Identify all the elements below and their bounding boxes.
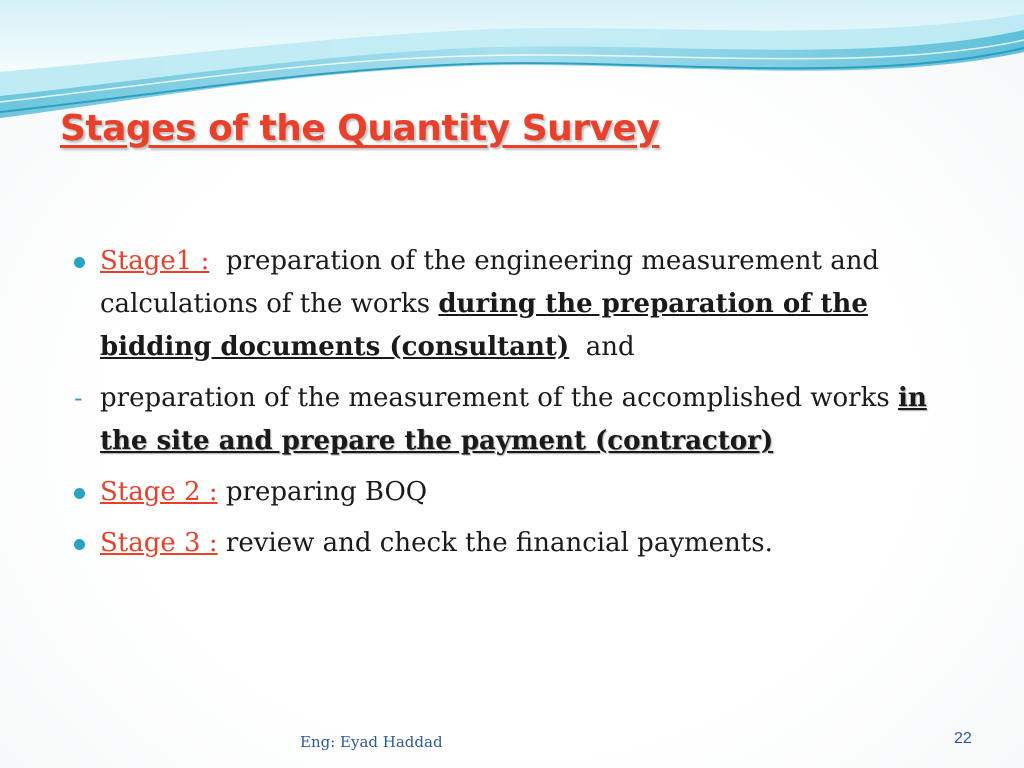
stage1-label: Stage1 :	[100, 246, 210, 276]
stage1-emphasis: during the preparation of the bidding documents (consultant)	[100, 289, 868, 362]
list-item-stage1	[72, 240, 972, 369]
stage3-text: review and check the financial payments.	[225, 528, 773, 558]
list-item-stage2	[72, 471, 972, 514]
bullet-dot-icon	[74, 257, 85, 268]
footer-author: Eng: Eyad Haddad	[300, 733, 443, 751]
bullet-dot-icon	[74, 488, 85, 499]
substage-text: preparation of the measurement of the accomplished works	[100, 383, 890, 413]
stage1-text: preparation of the engineering measurement and calculations of the works	[100, 246, 880, 319]
page-number: 22	[954, 730, 972, 747]
list-item-stage3	[72, 522, 972, 565]
bullet-dash-icon: -	[74, 384, 83, 412]
bullet-list	[72, 240, 972, 573]
bullet-dot-icon	[74, 539, 85, 550]
stage2-text: preparing BOQ	[225, 477, 428, 507]
stage3-label: Stage 3 :	[100, 528, 218, 558]
stage2-label: Stage 2 :	[100, 477, 218, 507]
substage-emphasis: in the site and prepare the payment (contractor)	[100, 383, 927, 456]
stage1-text-end: and	[585, 332, 635, 362]
list-item-substage	[72, 377, 972, 463]
slide-title: Stages of the Quantity Survey	[60, 108, 660, 149]
